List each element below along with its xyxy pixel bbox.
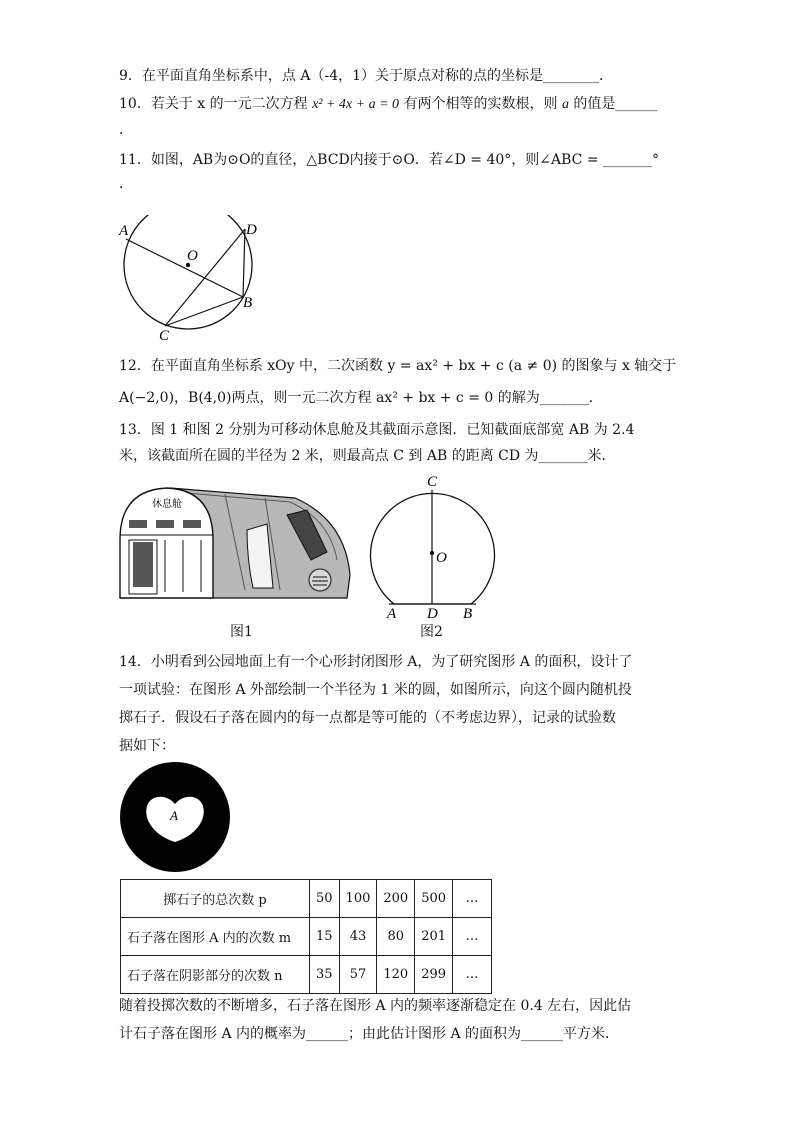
- window-2: [156, 520, 174, 528]
- diameter-ab: [126, 239, 243, 297]
- table-row: [121, 918, 492, 956]
- question-10-var: a: [561, 97, 569, 112]
- question-13-line-1: 13．图 1 和图 2 分别为可移动休息舱及其截面示意图．已知截面底部宽 AB 为 2.4: [119, 422, 635, 438]
- circle-o: [124, 215, 252, 329]
- heart-target-figure: [117, 762, 233, 878]
- question-11-end: ．: [119, 176, 133, 192]
- row-label: 石子落在图形 A 内的次数 m: [121, 918, 310, 956]
- label-d-2: D: [427, 606, 438, 622]
- question-14-line-3: 掷石子．假设石子落在圆内的每一点都是等可能的（不考虑边界），记录的试验数: [119, 710, 616, 726]
- row-label: 石子落在阴影部分的次数 n: [121, 956, 310, 994]
- table-cell: …: [453, 956, 492, 994]
- experiment-table: [120, 879, 492, 994]
- question-14-after-1: 随着投掷次数的不断增多，石子落在图形 A 内的频率逐渐稳定在 0.4 左右，因此估: [119, 998, 632, 1014]
- window-1: [129, 520, 147, 528]
- label-d: D: [246, 222, 257, 238]
- question-11: 11．如图，AB为⊙O的直径，△BCD内接于⊙O．若∠D = 40°，则∠ABC = _______°: [119, 152, 660, 168]
- table-cell: 299: [415, 956, 453, 994]
- question-10-text-c: 的值是______: [573, 96, 658, 112]
- question-10-end: ．: [119, 122, 133, 138]
- table-cell: 50: [310, 880, 340, 918]
- table-cell: 43: [339, 918, 377, 956]
- label-a: A: [119, 223, 129, 239]
- table-cell: 80: [377, 918, 415, 956]
- table-cell: …: [453, 880, 492, 918]
- question-12-line-2: A(−2,0)，B(4,0)两点，则一元二次方程 ax² + bx + c = 0 的解为_______．: [119, 390, 603, 406]
- window-3: [183, 520, 201, 528]
- question-10-text-a: 10．若关于 x 的一元二次方程: [119, 96, 308, 112]
- question-9: 9．在平面直角坐标系中，点 A（-4，1）关于原点对称的点的坐标是________．: [119, 68, 614, 84]
- table-cell: 100: [339, 880, 377, 918]
- question-12-line-1: 12．在平面直角坐标系 xOy 中，二次函数 y = ax² + bx + c (a ≠ 0) 的图象与 x 轴交于: [119, 358, 677, 374]
- question-14-line-4: 据如下：: [119, 738, 175, 754]
- cross-section-diagram: [360, 472, 510, 622]
- table-cell: 57: [339, 956, 377, 994]
- table-cell: …: [453, 918, 492, 956]
- question-10: [119, 94, 657, 115]
- table-row: [121, 880, 492, 918]
- table-cell: 15: [310, 918, 340, 956]
- table-cell: 500: [415, 880, 453, 918]
- question-14-after-2: 计石子落在图形 A 内的概率为______；由此估计图形 A 的面积为______平方米．: [119, 1026, 620, 1042]
- table-cell: 200: [377, 880, 415, 918]
- table-cell: 201: [415, 918, 453, 956]
- label-a-2: A: [387, 606, 397, 622]
- question-14-line-2: 一项试验：在图形 A 外部绘制一个半径为 1 米的圆，如图所示，向这个圆内随机投: [119, 682, 632, 698]
- label-o-2: O: [436, 550, 447, 566]
- front-door-glass: [133, 542, 153, 587]
- question-10-text-b: 有两个相等的实数根，则: [403, 96, 558, 112]
- question-10-equation: x² + 4x + a = 0: [312, 97, 400, 112]
- center-point-2: [430, 551, 434, 555]
- segment-db: [243, 229, 245, 297]
- row-label: 掷石子的总次数 p: [121, 880, 310, 918]
- vent: [309, 569, 331, 591]
- capsule-sign: 休息舱: [152, 499, 182, 510]
- label-b-2: B: [463, 606, 473, 622]
- circle-diagram-q11: [115, 215, 265, 345]
- capsule-illustration: [115, 480, 355, 605]
- table-cell: 120: [377, 956, 415, 994]
- label-c-2: C: [427, 474, 438, 490]
- label-b: B: [243, 295, 253, 311]
- label-c: C: [159, 328, 170, 344]
- table-cell: 35: [310, 956, 340, 994]
- heart-label: A: [170, 808, 178, 823]
- question-13-line-2: 米，该截面所在圆的半径为 2 米，则最高点 C 到 AB 的距离 CD 为_______米．: [119, 448, 616, 464]
- figure-1-caption: 图1: [230, 624, 253, 640]
- question-14-line-1: 14．小明看到公园地面上有一个心形封闭图形 A，为了研究图形 A 的面积，设计了: [119, 654, 633, 670]
- table-row: [121, 956, 492, 994]
- figure-2-caption: 图2: [420, 624, 443, 640]
- label-o: O: [187, 248, 198, 264]
